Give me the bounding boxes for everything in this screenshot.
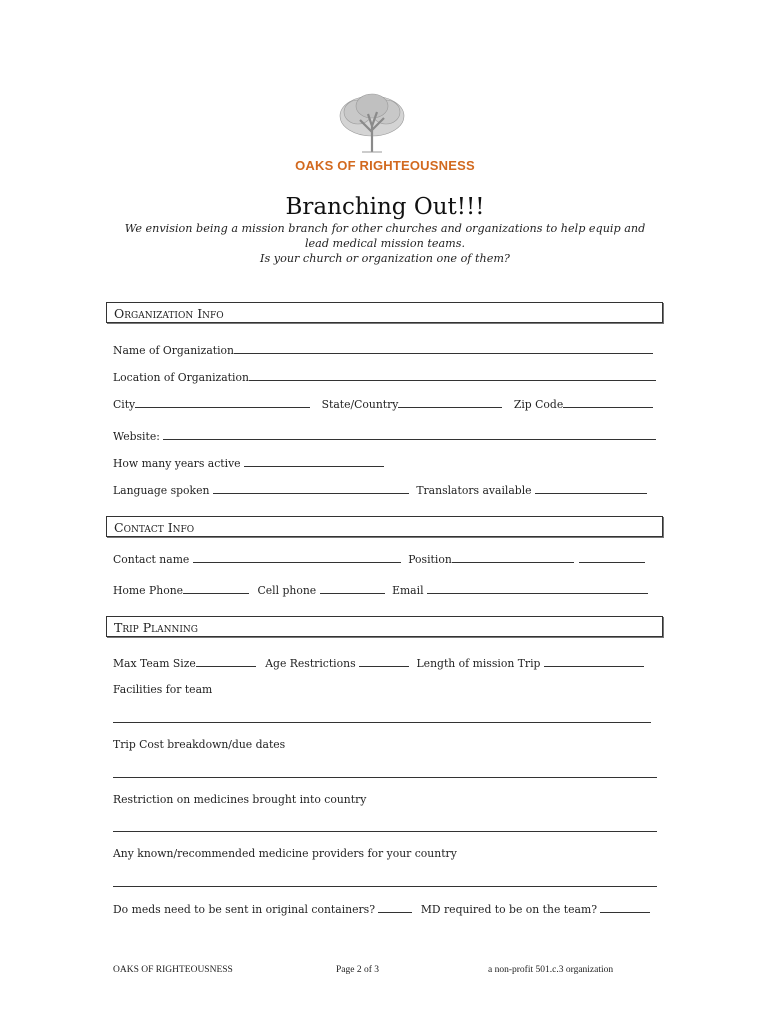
zip-code-field[interactable] <box>563 397 653 408</box>
row-phones-email <box>113 583 648 597</box>
trip-cost-field[interactable] <box>113 777 657 778</box>
footer-page-number: Page 2 of 3 <box>336 965 380 975</box>
home-phone-field[interactable] <box>183 583 249 594</box>
label-md-required: MD required to be on the team? <box>420 903 597 916</box>
row-website <box>113 429 656 443</box>
row-years-active <box>113 456 384 470</box>
section-organization-info: Organization Info <box>106 302 663 323</box>
restriction-medicines-field[interactable] <box>113 831 657 832</box>
original-containers-field[interactable] <box>378 902 412 913</box>
language-spoken-field[interactable] <box>213 483 409 494</box>
label-location-of-organization: Location of Organization <box>113 371 249 384</box>
label-facilities: Facilities for team <box>113 683 213 696</box>
years-active-field[interactable] <box>244 456 384 467</box>
label-max-team-size: Max Team Size <box>113 657 196 670</box>
row-name-of-organization <box>113 343 653 357</box>
medicine-providers-field[interactable] <box>113 886 657 887</box>
label-zip-code: Zip Code <box>513 398 564 411</box>
row-location-of-organization <box>113 370 656 384</box>
label-city: City <box>113 398 136 411</box>
cell-phone-field[interactable] <box>320 583 385 594</box>
label-age-restrictions: Age Restrictions <box>265 657 356 670</box>
label-restriction-medicines: Restriction on medicines brought into country <box>113 793 367 806</box>
label-translators-available: Translators available <box>416 484 532 497</box>
translators-available-field[interactable] <box>535 483 647 494</box>
md-required-field[interactable] <box>600 902 650 913</box>
label-trip-cost: Trip Cost breakdown/due dates <box>113 738 286 751</box>
footer-nonprofit-note: a non-profit 501.c.3 organization <box>488 965 614 975</box>
row-containers-md <box>113 902 650 916</box>
label-length-of-trip: Length of mission Trip <box>416 657 541 670</box>
label-email: Email <box>392 584 424 597</box>
label-position: Position <box>408 553 452 566</box>
location-of-organization-field[interactable] <box>249 370 656 381</box>
facilities-field[interactable] <box>113 722 651 723</box>
page-title: Branching Out!!! <box>285 194 485 220</box>
label-original-containers: Do meds need to be sent in original containers? <box>113 903 375 916</box>
section-trip-planning: Trip Planning <box>106 616 663 637</box>
label-language-spoken: Language spoken <box>113 484 210 497</box>
row-contact-name <box>113 552 645 566</box>
state-country-field[interactable] <box>398 397 502 408</box>
contact-name-field[interactable] <box>193 552 401 563</box>
tagline-line-3: Is your church or organization one of them? <box>260 252 510 265</box>
length-of-trip-field[interactable] <box>544 656 644 667</box>
footer-org-name: OAKS OF RIGHTEOUSNESS <box>113 965 233 975</box>
label-name-of-organization: Name of Organization <box>113 344 235 357</box>
position-extra-field[interactable] <box>579 552 645 563</box>
website-field[interactable] <box>163 429 656 440</box>
label-website: Website: <box>113 430 160 443</box>
position-field[interactable] <box>452 552 574 563</box>
name-of-organization-field[interactable] <box>234 343 653 354</box>
tagline <box>110 221 660 266</box>
label-years-active: How many years active <box>113 457 241 470</box>
label-contact-name: Contact name <box>113 553 190 566</box>
tagline-line-2: lead medical mission teams. <box>304 237 466 250</box>
label-state-country: State/Country <box>321 398 399 411</box>
row-team-age-length <box>113 656 644 670</box>
tagline-line-1: We envision being a mission branch for other churches and organizations to help equip and <box>124 222 646 235</box>
row-language <box>113 483 647 497</box>
oak-tree-logo <box>332 90 412 160</box>
label-home-phone: Home Phone <box>113 584 184 597</box>
age-restrictions-field[interactable] <box>359 656 409 667</box>
label-cell-phone: Cell phone <box>257 584 317 597</box>
city-field[interactable] <box>135 397 310 408</box>
max-team-size-field[interactable] <box>196 656 256 667</box>
org-logo-text: OAKS OF RIGHTEOUSNESS <box>295 158 475 173</box>
row-city-state-zip <box>113 397 653 411</box>
section-contact-info: Contact Info <box>106 516 663 537</box>
email-field[interactable] <box>427 583 648 594</box>
label-medicine-providers: Any known/recommended medicine providers for your country <box>113 847 457 860</box>
